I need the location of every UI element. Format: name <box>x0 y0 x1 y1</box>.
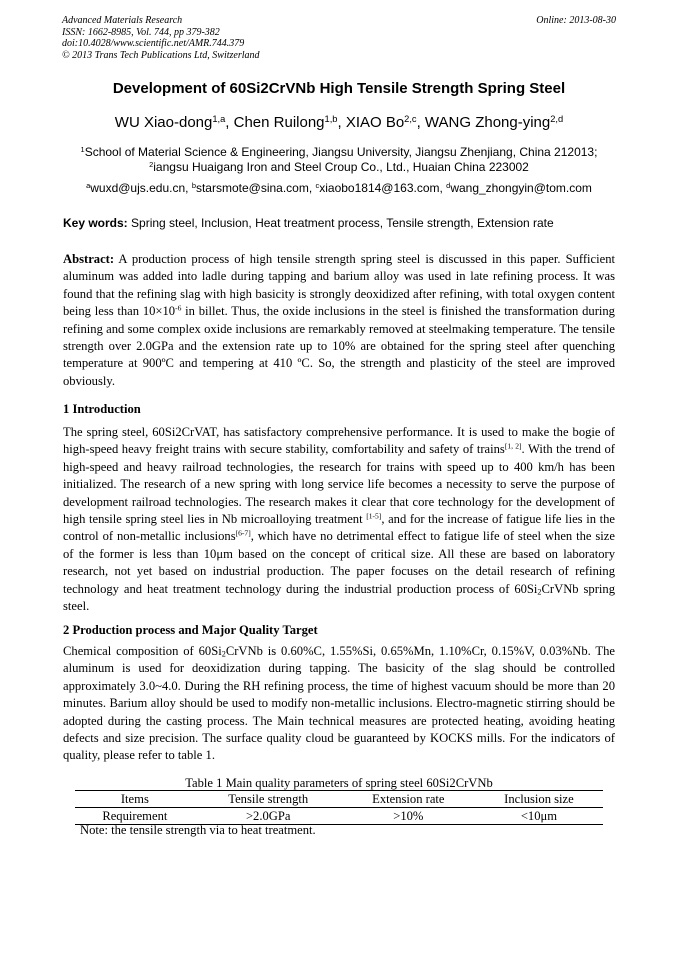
paragraph-text: . With the trend of high-speed and heavy railroad technologies, the research for trains with speed up to 400 km/h has been initialized. The research of a new spring with long service life becomes a necessity to serve the purpose of development railroad technologies. The research makes it clear that core technology for the development of high tensile spring steel lies in Nb microalloying treatment <box>63 442 615 527</box>
author-name: Chen Ruilong <box>233 114 325 131</box>
section-heading-introduction: 1 Introduction <box>63 402 141 416</box>
author-sup: 2,c <box>404 113 417 124</box>
author-sep: , <box>416 114 425 131</box>
copyright-line: © 2013 Trans Tech Publications Ltd, Switzerland <box>62 49 260 61</box>
journal-header <box>62 15 616 61</box>
abstract-text: A production process of high tensile strength spring steel is discussed in this paper. Sufficient aluminum was added into ladle during tapping and barium alloy was used in late refining process. It was found that the refining slag with high basicity is strongly deoxidized after refining, with total oxygen content being less than 10×10 <box>63 252 615 319</box>
table-header-cell: Items <box>75 791 195 808</box>
affiliation-sup: 1 <box>80 144 85 154</box>
author-name: XIAO Bo <box>345 114 405 131</box>
table-header-cell: Inclusion size <box>475 791 603 808</box>
citation[interactable]: [1, 2] <box>504 441 522 451</box>
author-list <box>0 114 678 131</box>
affiliation-text: School of Material Science & Engineering, Jiangsu University, Jiangsu Zhenjiang, China 212013; <box>84 145 598 159</box>
table-cell: >2.0GPa <box>195 808 342 825</box>
keywords <box>63 216 623 230</box>
table-cell: Requirement <box>75 808 195 825</box>
journal-name: Advanced Materials Research <box>62 15 183 26</box>
affiliations <box>0 145 678 174</box>
quality-table <box>75 790 603 825</box>
abstract-label: Abstract: <box>63 252 115 266</box>
subscript: 2 <box>221 649 226 659</box>
affiliation-1 <box>0 145 678 160</box>
email-link[interactable]: xiaobo1814@163.com, <box>319 181 447 195</box>
email-sup: a <box>86 180 91 190</box>
paragraph-text: Chemical composition of 60Si <box>63 644 222 658</box>
table-row <box>75 808 603 825</box>
table-header-cell: Extension rate <box>342 791 475 808</box>
email-link[interactable]: wang_zhongyin@tom.com <box>450 181 592 195</box>
paragraph-text: The spring steel, 60Si2CrVAT, has satisfactory comprehensive performance. It is used to make the bogie of high-speed heavy freight trains with secure stability, comfortability and safety of trains <box>63 425 615 457</box>
keywords-text: Spring steel, Inclusion, Heat treatment process, Tensile strength, Extension rate <box>127 216 554 230</box>
email-sup: b <box>191 180 196 190</box>
email-link[interactable]: wuxd@ujs.edu.cn, <box>90 181 192 195</box>
author-name: WANG Zhong-ying <box>424 114 551 131</box>
paragraph-text: , which have no detrimental effect to fatigue life of steel when the size of the former is less than 10μm based on the concept of critical size. All these are based on laboratory research, not yet based on industrial production. The paper focuses on the detail research of refining technology and heat treatment technology during the industrial production process of 60Si <box>63 529 615 596</box>
email-list <box>0 181 678 195</box>
paragraph-text: CrVNb is 0.60%C, 1.55%Si, 0.65%Mn, 1.10%Cr, 0.15%V, 0.03%Nb. The aluminum is used for deoxidization during tapping. The basicity of the slag should be controlled approximately 3.0~4.0. During the RH refining process, the time of highest vacuum should be more than 20 minutes. Barium alloy should be used to modify non-metallic inclusions. Electro-magnetic stirring should be adopted during the casting process. The Main technical measures are protected heating, avoiding heating defects and size precision. The surface quality cloud be guaranteed by KOCKS mills. For the indicators of quality, please refer to table 1. <box>63 644 615 763</box>
online-date: Online: 2013-08-30 <box>536 15 616 26</box>
issn-line: ISSN: 1662-8985, Vol. 744, pp 379-382 <box>62 26 220 38</box>
email-link[interactable]: starsmote@sina.com, <box>195 181 316 195</box>
paper-title: Development of 60Si2CrVNb High Tensile Strength Spring Steel <box>112 80 566 97</box>
abstract-text: in billet. Thus, the oxide inclusions in the steel is finished the transformation during refining and some complex oxide inclusions are remarkably removed at steelmaking temperature. The tensile strength over 2.0GPa and the extension rate up to 10% are obtained for the spring steel after quenching temperature at 900ºC and tempering at 410 ºC. So, the strength and plasticity of the steel are improved obviously. <box>63 304 615 388</box>
abstract <box>63 251 615 390</box>
table-note: Note: the tensile strength via to heat treatment. <box>80 823 316 837</box>
affiliation-2 <box>0 160 678 175</box>
table-cell: <10μm <box>475 808 603 825</box>
table-caption: Table 1 Main quality parameters of spring steel 60Si2CrVNb <box>185 776 493 790</box>
table-header-cell: Tensile strength <box>195 791 342 808</box>
author-sep: , <box>225 114 234 131</box>
email-sup: d <box>446 180 451 190</box>
citation[interactable]: [6-7] <box>235 528 251 538</box>
author-sup: 2,d <box>550 113 564 124</box>
subscript: 2 <box>537 587 542 597</box>
author-sup: 1,a <box>212 113 226 124</box>
production-paragraph <box>63 643 615 765</box>
affiliation-text: iangsu Huaigang Iron and Steel Croup Co., Ltd., Huaian China 223002 <box>153 159 529 174</box>
paragraph-text: CrVNb spring steel. <box>63 581 615 614</box>
keywords-label: Key words: <box>63 216 128 230</box>
paragraph-text: , and for the increase of fatigue life lies in the control of non-metallic inclusions <box>63 512 615 544</box>
email-sup: c <box>315 180 320 190</box>
table-header-row <box>75 791 603 808</box>
table-cell: >10% <box>342 808 475 825</box>
introduction-paragraph <box>63 424 615 615</box>
author-sup: 1,b <box>324 113 338 124</box>
doi-line: doi:10.4028/www.scientific.net/AMR.744.379 <box>62 38 245 49</box>
affiliation-sup: 2 <box>149 159 154 169</box>
citation[interactable]: [1-5] <box>366 511 382 521</box>
author-name: WU Xiao-dong <box>114 114 213 131</box>
abstract-sup: -6 <box>175 303 182 313</box>
section-heading-production: 2 Production process and Major Quality Target <box>63 623 318 637</box>
author-sep: , <box>337 114 346 131</box>
